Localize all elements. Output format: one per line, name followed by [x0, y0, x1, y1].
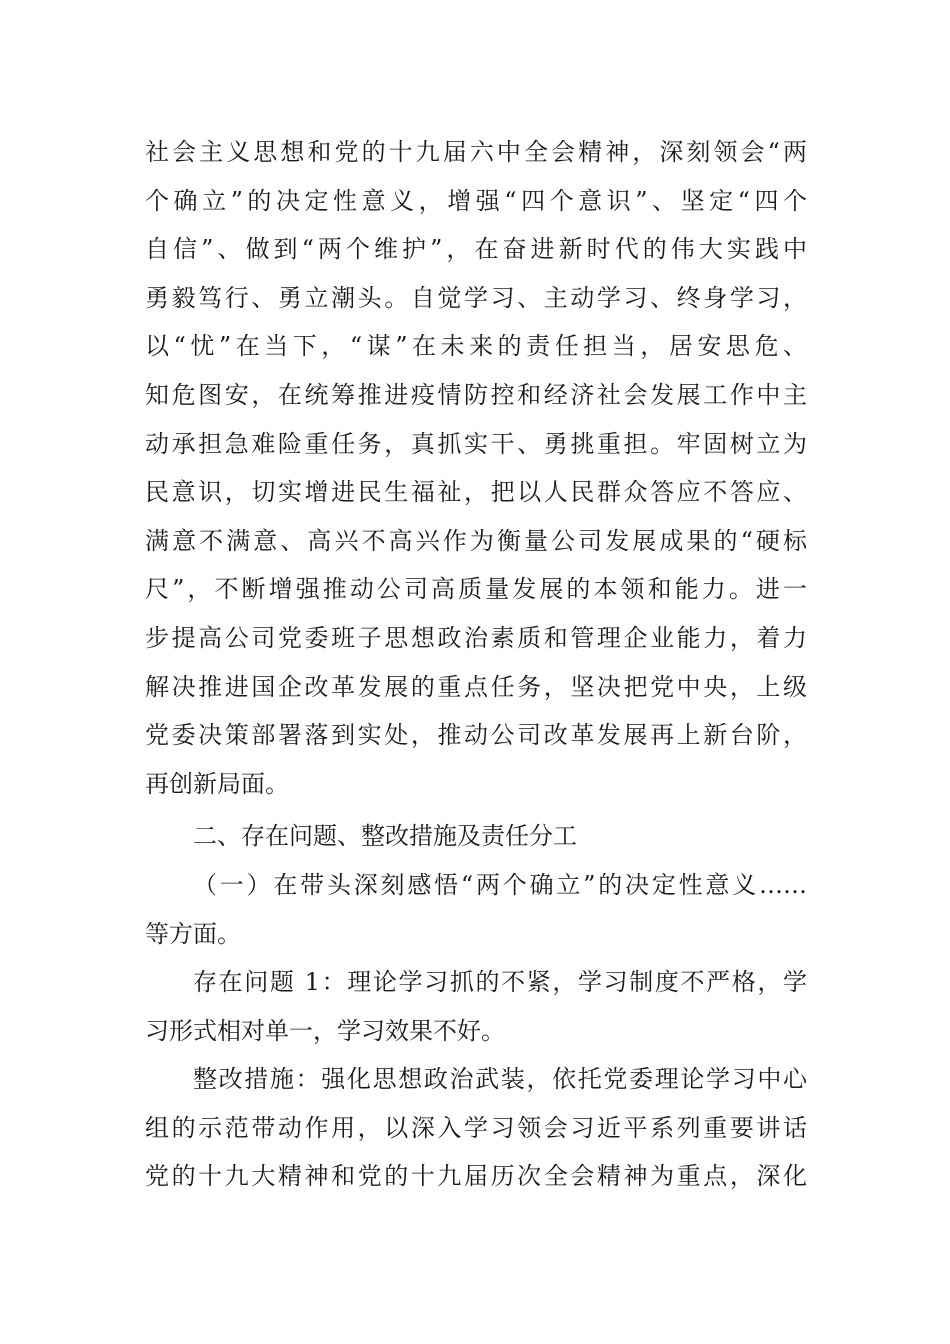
text-line: 民意识，切实增进民生福祉，把以人民群众答应不答应、: [145, 478, 807, 507]
text-line: 自信”、做到“两个维护”，在奋进新时代的伟大实践中: [145, 235, 807, 264]
measure-line: 整改措施：强化思想政治武装，依托党委理论学习中心: [193, 1065, 807, 1094]
text-line: 再创新局面。: [145, 769, 289, 798]
text-line: 以“忧”在当下，“谋”在未来的责任担当，居安思危、: [145, 332, 807, 361]
text-line: 步提高公司党委班子思想政治素质和管理企业能力，着力: [145, 623, 807, 652]
section-heading: 二、存在问题、整改措施及责任分工: [193, 822, 577, 851]
subsection-heading: （一）在带头深刻感悟“两个确立”的决定性意义……: [193, 870, 807, 899]
problem-line: 存在问题 1：理论学习抓的不紧，学习制度不严格，学: [193, 968, 807, 997]
text-line: 勇毅笃行、勇立潮头。自觉学习、主动学习、终身学习，: [145, 283, 807, 312]
text-line: 尺”，不断增强推动公司高质量发展的本领和能力。进一: [145, 575, 807, 604]
text-line: 动承担急难险重任务，真抓实干、勇挑重担。牢固树立为: [145, 429, 807, 458]
text-line: 解决推进国企改革发展的重点任务，坚决把党中央，上级: [145, 672, 807, 701]
text-line: 党委决策部署落到实处，推动公司改革发展再上新台阶，: [145, 721, 807, 750]
text-line: 社会主义思想和党的十九届六中全会精神，深刻领会“两: [145, 138, 807, 166]
text-line: 组的示范带动作用，以深入学习领会习近平系列重要讲话: [145, 1113, 807, 1142]
text-line: 知危图安，在统筹推进疫情防控和经济社会发展工作中主: [145, 380, 807, 409]
document-body: [145, 128, 807, 1201]
text-line: 党的十九大精神和党的十九届历次全会精神为重点，深化: [145, 1162, 807, 1191]
text-line: 习形式相对单一，学习效果不好。: [145, 1016, 505, 1045]
text-line: 等方面。: [145, 919, 241, 948]
text-line: 满意不满意、高兴不高兴作为衡量公司发展成果的“硬标: [145, 526, 807, 555]
text-line: 个确立”的决定性意义，增强“四个意识”、坚定“四个: [145, 186, 807, 215]
